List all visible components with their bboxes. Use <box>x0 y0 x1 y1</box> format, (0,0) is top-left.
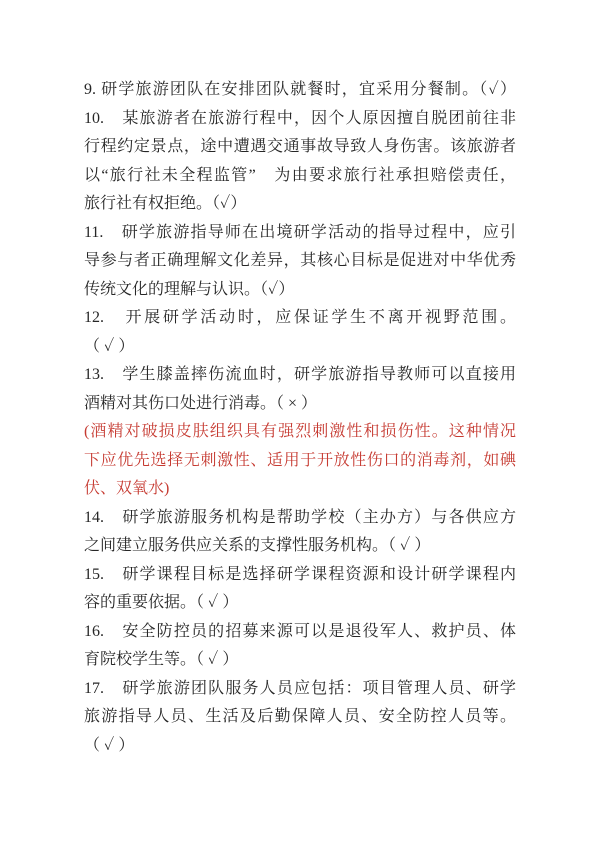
question-text-line: 15. 研学课程目标是选择研学课程资源和设计研学课程内 <box>84 565 516 583</box>
question-text-line: 9. 研学旅游团队在安排团队就餐时，宜采用分餐制。（✓） <box>84 81 516 98</box>
answer-explanation-line: (酒精对破损皮肤组织具有强烈刺激性和损伤性。这种情况 <box>84 423 516 440</box>
question-text-line: 14. 研学旅游服务机构是帮助学校（主办方）与各供应方 <box>84 508 516 526</box>
question-text-line: 12. 开展研学活动时，应保证学生不离开视野范围。 <box>84 309 516 326</box>
question-text-line: 13. 学生膝盖摔伤流血时，研学旅游指导教师可以直接用 <box>84 366 516 383</box>
question-text-line: 导参与者正确理解文化差异，其核心目标是促进对中华优秀 <box>84 252 516 269</box>
question-text-line: 传统文化的理解与认识。（✓） <box>84 280 295 298</box>
question-text-line: 旅行社有权拒绝。（✓） <box>84 195 247 212</box>
question-text-line: 11. 研学旅游指导师在出境研学活动的指导过程中，应引 <box>84 223 516 241</box>
answer-explanation-line: 下应优先选择无刺激性、适用于开放性伤口的消毒剂，如碘 <box>84 451 516 469</box>
question-text-line: 以“旅行社未全程监管” 为由要求旅行社承担赔偿责任， <box>84 166 516 184</box>
question-text-line: 16. 安全防控员的招募来源可以是退役军人、救护员、体 <box>84 622 516 640</box>
question-text-line: 酒精对其伤口处进行消毒。（ × ） <box>84 394 318 412</box>
question-text-line: 容的重要依据。（ ✓ ） <box>84 594 239 611</box>
document-page <box>84 76 516 760</box>
question-text-line: （ ✓ ） <box>84 337 135 355</box>
question-text-line: 之间建立服务供应关系的支撑性服务机构。（ ✓ ） <box>84 537 431 554</box>
question-text-line: 育院校学生等。（ ✓ ） <box>84 651 239 668</box>
question-text-line: 行程约定景点，途中遭遇交通事故导致人身伤害。该旅游者 <box>84 138 516 155</box>
question-text-line: 17. 研学旅游团队服务人员应包括：项目管理人员、研学 <box>84 679 516 697</box>
question-text-line: （ ✓ ） <box>84 736 135 754</box>
question-text-line: 10. 某旅游者在旅游行程中，因个人原因擅自脱团前往非 <box>84 109 516 127</box>
question-text-line: 旅游指导人员、生活及后勤保障人员、安全防控人员等。 <box>84 708 516 725</box>
answer-explanation-line: 伏、双氧水) <box>84 480 170 497</box>
